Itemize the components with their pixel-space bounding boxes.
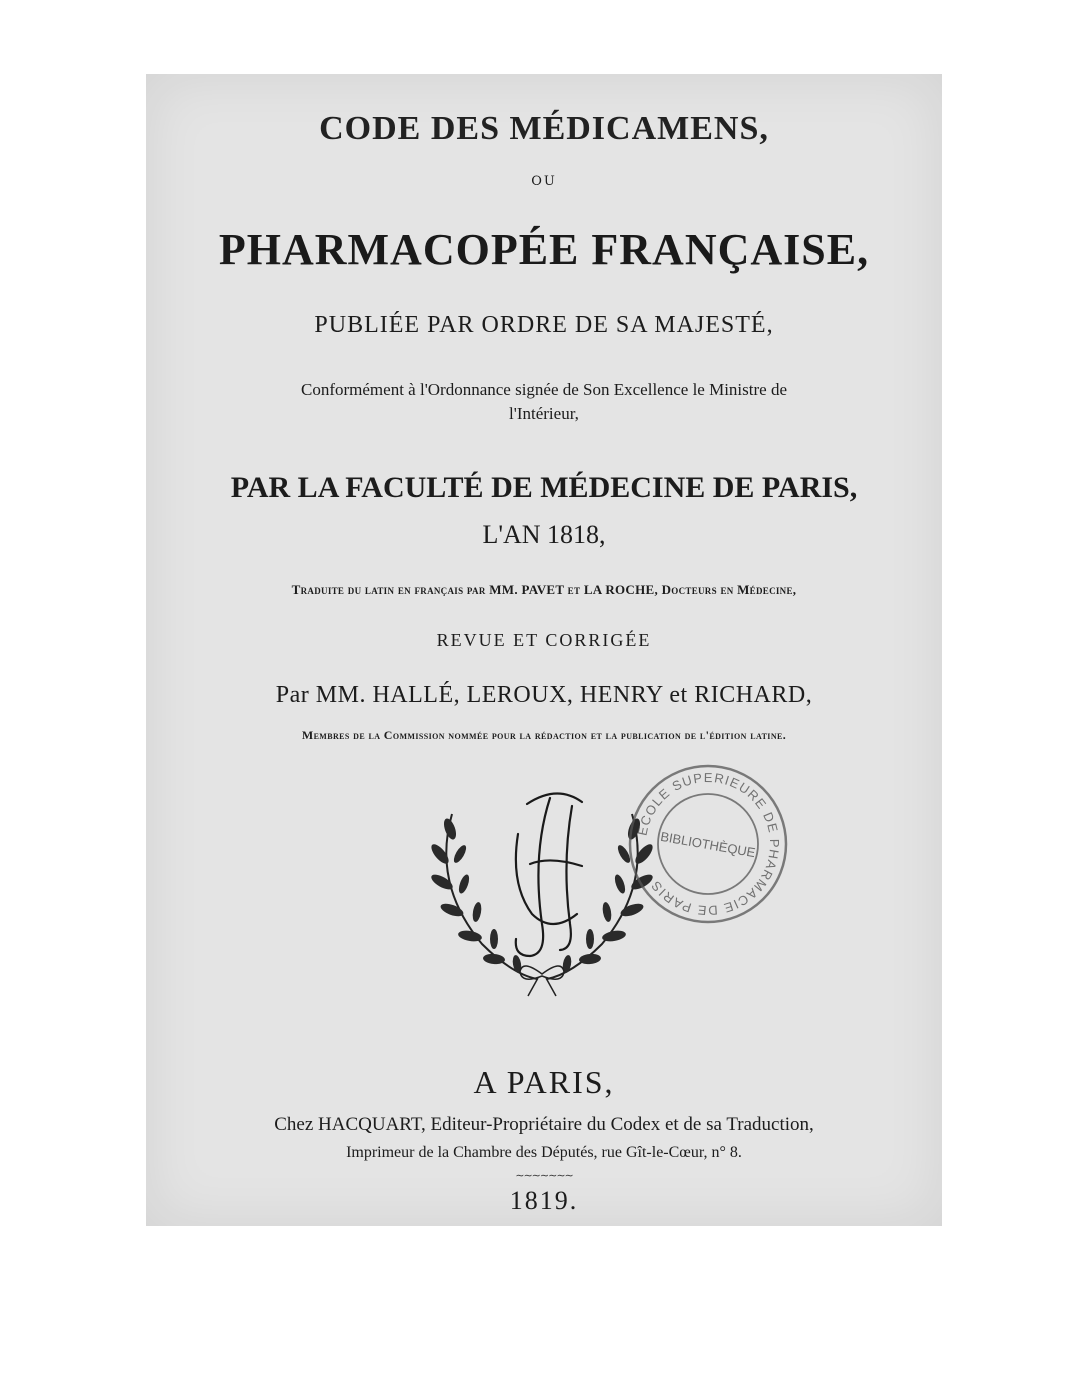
book-title: CODE DES MÉDICAMENS, (319, 110, 769, 147)
published-by-line: PUBLIÉE PAR ORDRE DE SA MAJESTÉ, (314, 312, 774, 338)
book-subtitle: PHARMACOPÉE FRANÇAISE, (218, 225, 870, 274)
commission-line: Membres de la Commission nommée pour la rédaction et la publication de l'édition latine. (301, 728, 787, 742)
publication-year: 1819. (509, 1186, 579, 1215)
title-conjunction: OU (531, 174, 557, 189)
place-of-publication: A PARIS, (473, 1064, 615, 1100)
title-page (146, 74, 942, 1226)
decorative-ornament: ∼∼∼∼∼∼∼ (515, 1169, 573, 1182)
library-stamp (618, 754, 798, 934)
revised-line: REVUE ET CORRIGÉE (436, 630, 652, 650)
revisers-line: Par MM. HALLÉ, LEROUX, HENRY et RICHARD, (275, 682, 813, 708)
ordinance-line-1: Conformément à l'Ordonnance signée de Son Excellence le Ministre de (301, 380, 787, 399)
stamp-center-text: BIBLIOTHÈQUE (659, 828, 757, 861)
printer-address-line: Imprimeur de la Chambre des Députés, rue Gît-le-Cœur, n° 8. (346, 1144, 742, 1161)
publisher-line: Chez HACQUART, Editeur-Propriétaire du Codex et de sa Traduction, (274, 1114, 814, 1135)
ordinance-line-2: l'Intérieur, (509, 404, 579, 423)
faculty-line: PAR LA FACULTÉ DE MÉDECINE DE PARIS, (230, 471, 858, 504)
translators-line: Traduite du latin en français par MM. PAVET et LA ROCHE, Docteurs en Médecine, (291, 582, 797, 597)
year-1818-line: L'AN 1818, (482, 520, 606, 549)
stamp-ring-text: ECOLE SUPERIEURE DE PHARMACIE DE PARIS (634, 769, 783, 919)
